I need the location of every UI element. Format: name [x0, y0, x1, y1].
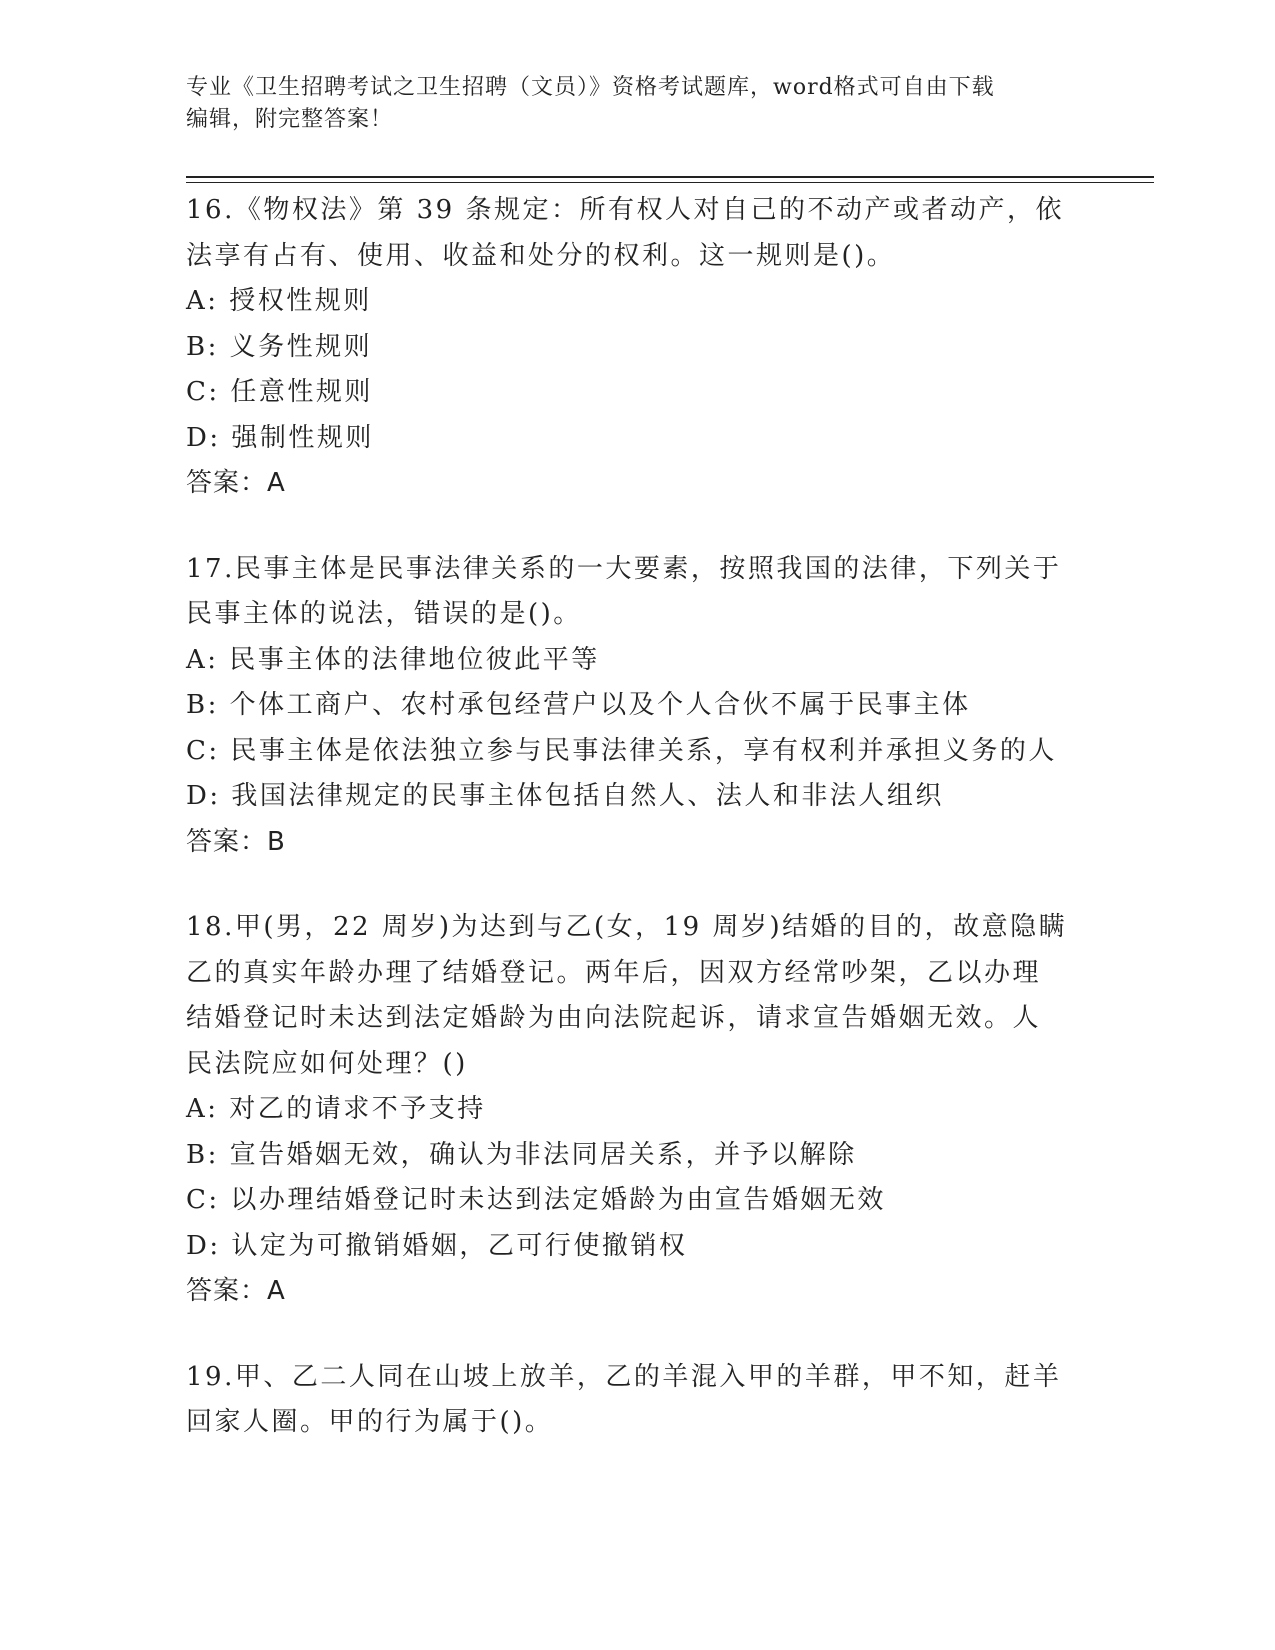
option-a: A: 民事主体的法律地位彼此平等	[186, 644, 600, 675]
option-d: D: 强制性规则	[186, 422, 374, 453]
question-text-line: 18.甲(男，22 周岁)为达到与乙(女，19 周岁)结婚的目的，故意隐瞒	[186, 912, 1068, 942]
option-c: C: 民事主体是依法独立参与民事法律关系，享有权利并承担义务的人	[186, 735, 1057, 766]
question-text-line: 19.甲、乙二人同在山坡上放羊，乙的羊混入甲的羊群，甲不知，赶羊	[186, 1361, 1062, 1392]
question-17	[186, 547, 1086, 866]
question-text-line: 结婚登记时未达到法定婚龄为由向法院起诉，请求宣告婚姻无效。人	[186, 1003, 1042, 1033]
header-divider-thin	[186, 182, 1154, 183]
question-18	[186, 905, 1086, 1315]
option-c: C: 以办理结婚登记时未达到法定婚龄为由宣告婚姻无效	[186, 1185, 886, 1215]
header-divider-thick	[186, 176, 1154, 178]
answer-line: 答案：A	[186, 1276, 286, 1306]
answer-line: 答案：A	[186, 468, 286, 498]
option-b: B: 宣告婚姻无效，确认为非法同居关系，并予以解除	[186, 1139, 857, 1170]
question-19	[186, 1355, 1086, 1446]
option-a: A: 对乙的请求不予支持	[186, 1094, 486, 1124]
question-16	[186, 188, 1086, 507]
header-line-1: 专业《卫生招聘考试之卫生招聘（文员）》资格考试题库，word格式可自由下载	[186, 75, 995, 100]
question-text-line: 民事主体的说法，错误的是()。	[186, 599, 582, 629]
option-b: B: 个体工商户、农村承包经营户以及个人合伙不属于民事主体	[186, 690, 971, 720]
question-list	[186, 188, 1086, 1486]
question-text-line: 17.民事主体是民事法律关系的一大要素，按照我国的法律，下列关于	[186, 553, 1062, 584]
option-c: C: 任意性规则	[186, 377, 373, 407]
question-text-line: 法享有占有、使用、收益和处分的权利。这一规则是()。	[186, 240, 896, 271]
option-b: B: 义务性规则	[186, 331, 373, 362]
option-d: D: 我国法律规定的民事主体包括自然人、法人和非法人组织	[186, 781, 944, 811]
question-text-line: 民法院应如何处理？()	[186, 1048, 468, 1079]
option-a: A: 授权性规则	[186, 286, 372, 316]
question-text-line: 回家人圈。甲的行为属于()。	[186, 1407, 554, 1437]
question-text-line: 乙的真实年龄办理了结婚登记。两年后，因双方经常吵架，乙以办理	[186, 957, 1042, 988]
header-line-2: 编辑，附完整答案！	[186, 107, 394, 132]
question-text-line: 16.《物权法》第 39 条规定：所有权人对自己的不动产或者动产，依	[186, 195, 1064, 225]
document-header	[186, 72, 1086, 136]
answer-line: 答案：B	[186, 826, 286, 857]
option-d: D: 认定为可撤销婚姻，乙可行使撤销权	[186, 1230, 688, 1261]
